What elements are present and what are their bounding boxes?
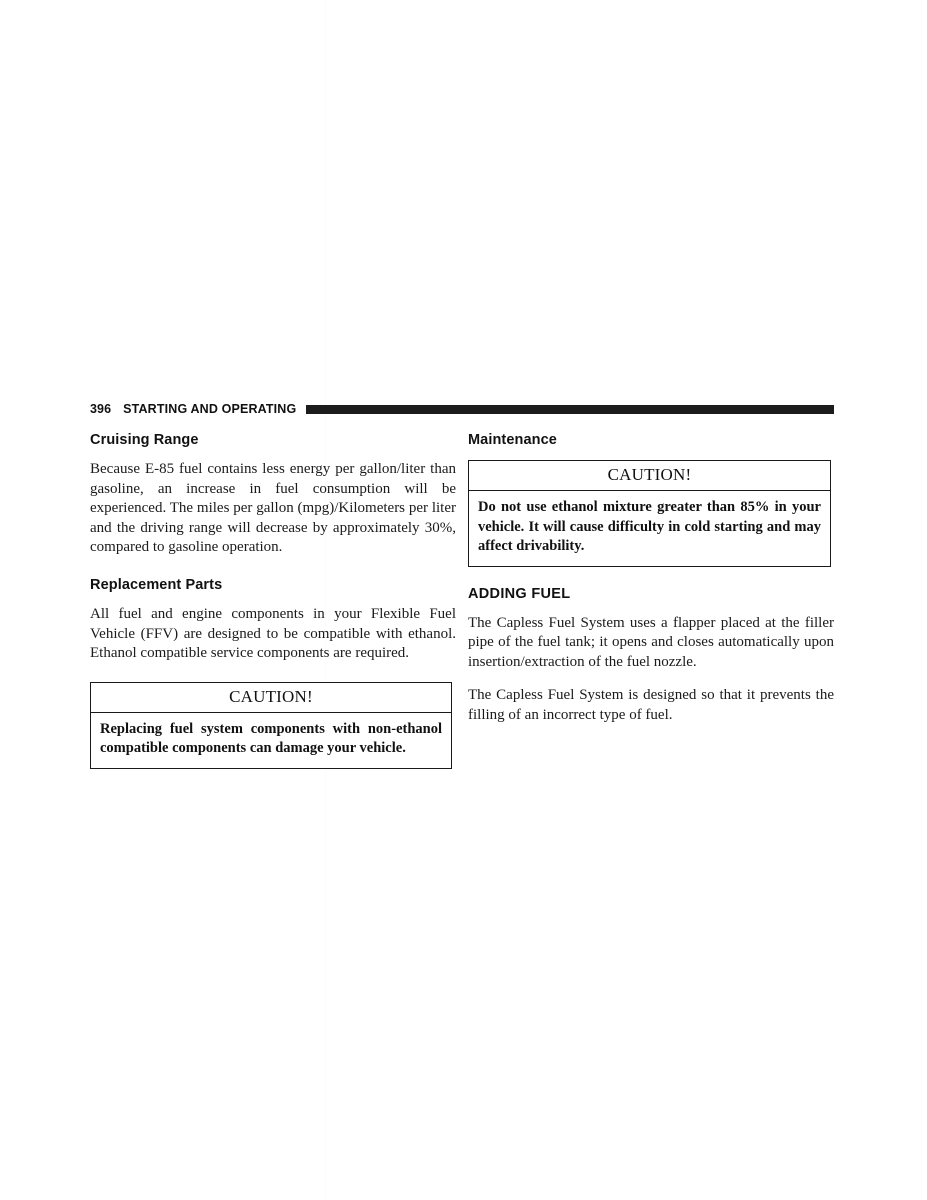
- caution-title: CAUTION!: [469, 461, 830, 491]
- paragraph-replacement-parts: All fuel and engine components in your Flexible Fuel Vehicle (FFV) are designed to be compatible with ethanol. Ethanol compatible service components are required.: [90, 605, 456, 662]
- heading-maintenance: Maintenance: [468, 432, 557, 448]
- manual-page: [90, 402, 834, 783]
- paragraph-adding-fuel-1: The Capless Fuel System uses a flapper placed at the filler pipe of the fuel tank; it opens and closes automatically upon insertion/extraction of the fuel nozzle.: [468, 614, 834, 670]
- caution-box-maintenance: [468, 460, 831, 567]
- page-number: 396: [90, 402, 112, 416]
- caution-title: CAUTION!: [91, 683, 451, 713]
- left-column: [90, 431, 456, 783]
- heading-adding-fuel: ADDING FUEL: [468, 585, 571, 602]
- chapter-title: STARTING AND OPERATING: [123, 402, 297, 416]
- caution-body: Replacing fuel system components with non-ethanol compatible components can damage your vehicle.: [100, 720, 442, 757]
- heading-replacement-parts: Replacement Parts: [90, 576, 223, 593]
- caution-body: Do not use ethanol mixture greater than 85% in your vehicle. It will cause difficulty in cold starting and may affect drivability.: [478, 499, 821, 554]
- two-column-layout: [90, 431, 834, 783]
- running-header: [90, 402, 834, 417]
- paragraph-cruising-range: Because E-85 fuel contains less energy per gallon/liter than gasoline, an increase in fuel consumption will be experienced. The miles per gallon (mpg)/Kilometers per liter and the driving range will decrease by approximately 30%, compared to gasoline operation.: [90, 461, 456, 556]
- heading-cruising-range: Cruising Range: [90, 432, 199, 448]
- right-column: [468, 431, 834, 725]
- header-rule: [306, 405, 834, 414]
- caution-box-replacement-parts: [90, 682, 452, 769]
- paragraph-adding-fuel-2: The Capless Fuel System is designed so that it prevents the filling of an incorrect type of fuel.: [468, 687, 834, 723]
